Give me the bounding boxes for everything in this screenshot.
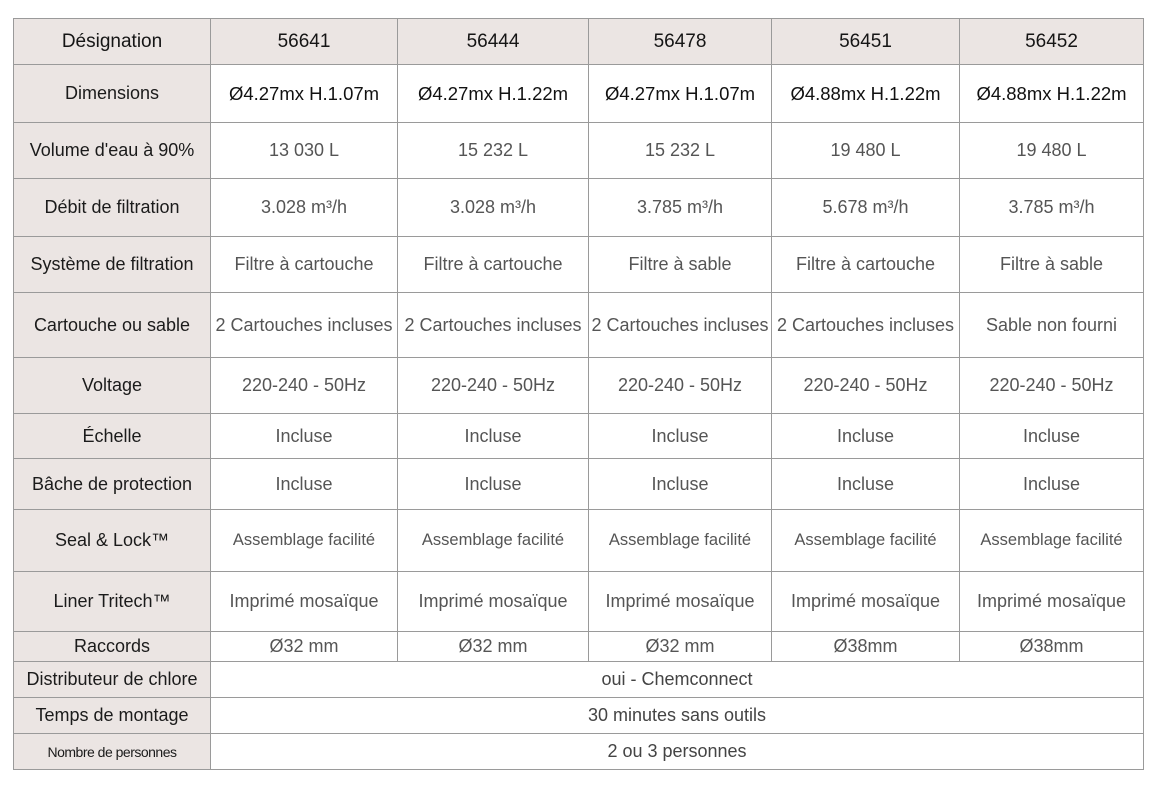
table-cell: 2 Cartouches incluses [398, 293, 589, 358]
row-label: Liner Tritech™ [14, 572, 211, 632]
table-cell: Incluse [589, 459, 772, 510]
table-cell: 3.785 m³/h [960, 179, 1144, 237]
row-label: Volume d'eau à 90% [14, 123, 211, 179]
table-cell: Incluse [772, 459, 960, 510]
pool-spec-table [13, 18, 1144, 770]
table-row [14, 65, 1144, 123]
row-label: Système de filtration [14, 237, 211, 293]
table-cell: 2 Cartouches incluses [589, 293, 772, 358]
table-row [14, 459, 1144, 510]
table-cell: Filtre à sable [589, 237, 772, 293]
table-cell: 2 Cartouches incluses [772, 293, 960, 358]
table-cell: Incluse [398, 414, 589, 459]
table-cell: 19 480 L [960, 123, 1144, 179]
table-cell: Imprimé mosaïque [211, 572, 398, 632]
table-cell: 19 480 L [772, 123, 960, 179]
table-cell: Incluse [398, 459, 589, 510]
table-row [14, 572, 1144, 632]
model-header: 56451 [772, 19, 960, 65]
table-cell: Incluse [960, 414, 1144, 459]
table-row [14, 123, 1144, 179]
table-cell: Assemblage facilité [772, 510, 960, 572]
row-label: Débit de filtration [14, 179, 211, 237]
table-cell: Ø32 mm [589, 632, 772, 662]
table-cell: Sable non fourni [960, 293, 1144, 358]
row-label: Temps de montage [14, 698, 211, 734]
table-row [14, 510, 1144, 572]
table-cell: 3.028 m³/h [398, 179, 589, 237]
table-row [14, 698, 1144, 734]
table-cell: Ø4.27mx H.1.22m [398, 65, 589, 123]
row-label: Distributeur de chlore [14, 662, 211, 698]
table-cell: 220-240 - 50Hz [960, 358, 1144, 414]
table-cell: 30 minutes sans outils [211, 698, 1144, 734]
table-cell: 13 030 L [211, 123, 398, 179]
table-cell: Assemblage facilité [589, 510, 772, 572]
table-cell: Ø4.88mx H.1.22m [772, 65, 960, 123]
model-header: 56641 [211, 19, 398, 65]
table-cell: Filtre à sable [960, 237, 1144, 293]
table-row [14, 358, 1144, 414]
table-cell: 15 232 L [589, 123, 772, 179]
row-label: Seal & Lock™ [14, 510, 211, 572]
table-cell: Ø32 mm [398, 632, 589, 662]
table-cell: 2 Cartouches incluses [211, 293, 398, 358]
row-label: Bâche de protection [14, 459, 211, 510]
table-cell: Assemblage facilité [398, 510, 589, 572]
table-cell: 220-240 - 50Hz [398, 358, 589, 414]
table-cell: Imprimé mosaïque [960, 572, 1144, 632]
row-label: Échelle [14, 414, 211, 459]
table-cell: 220-240 - 50Hz [772, 358, 960, 414]
table-cell: oui - Chemconnect [211, 662, 1144, 698]
table-row [14, 237, 1144, 293]
table-cell: Ø32 mm [211, 632, 398, 662]
table-cell: 220-240 - 50Hz [589, 358, 772, 414]
model-header: 56444 [398, 19, 589, 65]
table-cell: Ø38mm [960, 632, 1144, 662]
row-label: Nombre de personnes [14, 734, 211, 770]
table-cell: Incluse [772, 414, 960, 459]
table-row [14, 293, 1144, 358]
table-cell: Incluse [960, 459, 1144, 510]
table-row [14, 414, 1144, 459]
row-label: Dimensions [14, 65, 211, 123]
row-label: Raccords [14, 632, 211, 662]
table-cell: 2 ou 3 personnes [211, 734, 1144, 770]
table-cell: Imprimé mosaïque [398, 572, 589, 632]
table-cell: 3.785 m³/h [589, 179, 772, 237]
table-cell: 3.028 m³/h [211, 179, 398, 237]
table-cell: 5.678 m³/h [772, 179, 960, 237]
table-row [14, 734, 1144, 770]
table-cell: Filtre à cartouche [772, 237, 960, 293]
table-row [14, 662, 1144, 698]
table-cell: Filtre à cartouche [398, 237, 589, 293]
table-row [14, 179, 1144, 237]
table-cell: 220-240 - 50Hz [211, 358, 398, 414]
header-row [14, 19, 1144, 65]
header-label: Désignation [14, 19, 211, 65]
table-cell: Ø4.88mx H.1.22m [960, 65, 1144, 123]
table-cell: Ø4.27mx H.1.07m [589, 65, 772, 123]
table-cell: Ø4.27mx H.1.07m [211, 65, 398, 123]
row-label: Voltage [14, 358, 211, 414]
table-cell: 15 232 L [398, 123, 589, 179]
table-cell: Assemblage facilité [960, 510, 1144, 572]
table-cell: Incluse [211, 459, 398, 510]
table-cell: Ø38mm [772, 632, 960, 662]
model-header: 56452 [960, 19, 1144, 65]
model-header: 56478 [589, 19, 772, 65]
table-cell: Imprimé mosaïque [589, 572, 772, 632]
table-row [14, 632, 1144, 662]
table-cell: Assemblage facilité [211, 510, 398, 572]
table-cell: Filtre à cartouche [211, 237, 398, 293]
row-label: Cartouche ou sable [14, 293, 211, 358]
table-cell: Incluse [589, 414, 772, 459]
table-cell: Imprimé mosaïque [772, 572, 960, 632]
table-cell: Incluse [211, 414, 398, 459]
